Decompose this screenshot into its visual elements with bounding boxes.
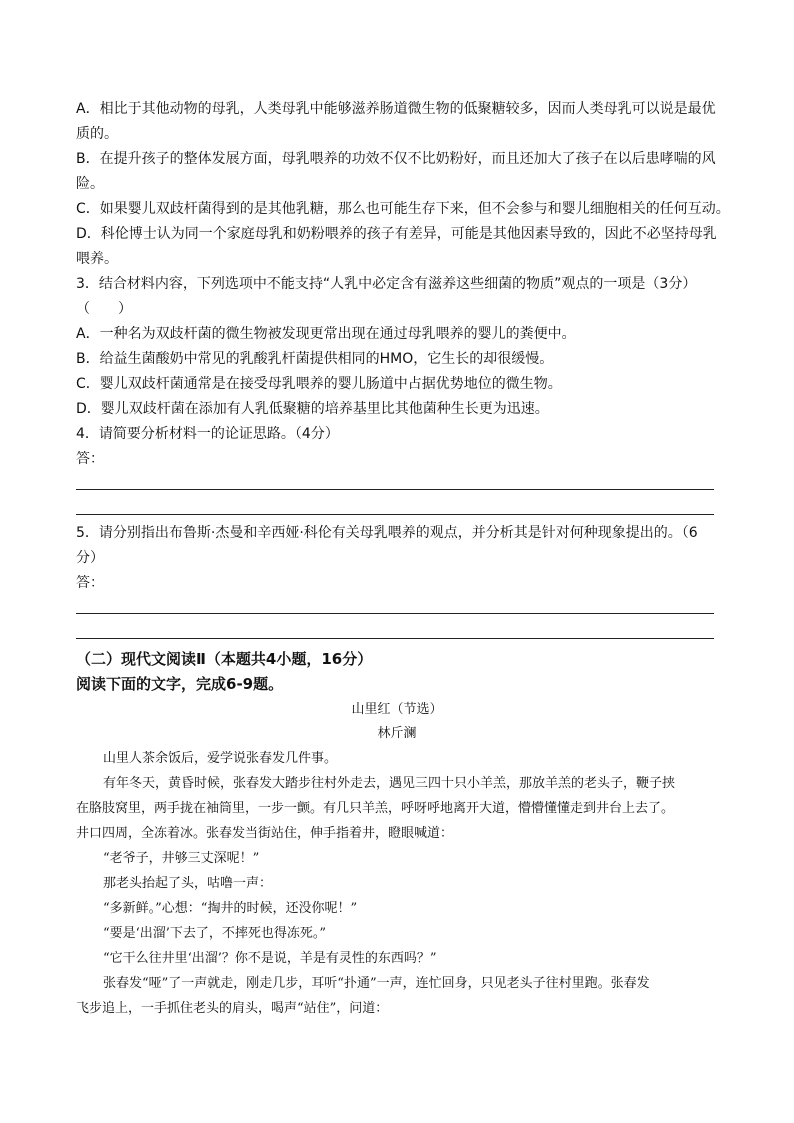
q2-option-c: C．如果婴儿双歧杆菌得到的是其他乳糖，那么也可能生存下来，但不会参与和婴儿细胞相关的任何互动。	[76, 201, 730, 217]
q5-answer-line-2[interactable]	[76, 638, 714, 639]
q2-option-a-line1: A．相比于其他动物的母乳，人类母乳中能够滋养肠道微生物的低聚糖较多，因而人类母乳可以说是最优	[76, 101, 716, 117]
story-paragraph: 有年冬天，黄昏时候，张春发大踏步往村外走去，遇见三四十只小羊羔，那放羊羔的老头子，鞭子挟	[103, 776, 676, 791]
q5-stem-continued: 分）	[76, 550, 104, 566]
story-paragraph: 井口四周，全冻着冰。张春发当街站住，伸手指着井，瞪眼喊道：	[76, 826, 454, 841]
story-dialogue: “老爷子，井够三丈深呢！”	[103, 851, 260, 866]
section-instruction: 阅读下面的文字，完成6-9题。	[76, 675, 284, 693]
q2-option-d-line2: 喂养。	[76, 251, 118, 267]
story-title: 山里红（节选）	[351, 702, 443, 717]
q2-option-d-line1: D．科伦博士认为同一个家庭母乳和奶粉喂养的孩子有差异，可能是其他因素导致的，因此不必坚持母乳	[76, 226, 717, 242]
q5-stem: 5．请分别指出布鲁斯·杰曼和辛西娅·科伦有关母乳喂养的观点，并分析其是针对何种现象提出的。（6	[76, 525, 698, 541]
q4-answer-label: 答：	[76, 451, 104, 467]
q2-option-b-line2: 险。	[76, 176, 104, 192]
story-paragraph: 张春发“哑”了一声就走，刚走几步，耳听“扑通”一声，连忙回身，只见老头子往村里跑。张春发	[103, 976, 650, 991]
story-dialogue: “多新鲜。”心想：“掏井的时候，还没你呢！”	[103, 901, 358, 916]
section-heading: （二）现代文阅读Ⅱ（本题共4小题，16分）	[76, 650, 373, 668]
q4-answer-line-1[interactable]	[76, 489, 714, 490]
story-dialogue: “要是‘出溜’下去了，不摔死也得冻死。”	[103, 926, 327, 941]
story-paragraph: 飞步追上，一手抓住老头的肩头，喝声“站住”，问道：	[76, 1001, 389, 1016]
q3-option-c: C．婴儿双歧杆菌通常是在接受母乳喂养的婴儿肠道中占据优势地位的微生物。	[76, 376, 562, 392]
q3-answer-parens: （ ）	[76, 301, 132, 317]
q3-stem: 3．结合材料内容，下列选项中不能支持“人乳中必定含有滋养这些细菌的物质”观点的一项是（3分）	[76, 276, 697, 292]
q3-option-a: A．一种名为双歧杆菌的微生物被发现更常出现在通过母乳喂养的婴儿的粪便中。	[76, 326, 576, 342]
q3-option-b: B．给益生菌酸奶中常见的乳酸乳杆菌提供相同的HMO，它生长的却很缓慢。	[76, 351, 554, 367]
q3-option-d: D．婴儿双歧杆菌在添加有人乳低聚糖的培养基里比其他菌种生长更为迅速。	[76, 401, 549, 417]
story-paragraph: 山里人茶余饭后，爱学说张春发几件事。	[103, 751, 338, 766]
q2-option-a-line2: 质的。	[76, 126, 118, 142]
q5-answer-line-1[interactable]	[76, 613, 714, 614]
q4-answer-line-2[interactable]	[76, 514, 714, 515]
story-author: 林斤澜	[377, 726, 417, 741]
story-paragraph: 那老头抬起了头，咕噜一声：	[103, 876, 273, 891]
story-dialogue: “它干么往井里‘出溜’？你不是说，羊是有灵性的东西吗？”	[103, 951, 437, 966]
q4-stem: 4．请简要分析材料一的论证思路。（4分）	[76, 426, 339, 442]
q5-answer-label: 答：	[76, 575, 104, 591]
story-paragraph: 在胳肢窝里，两手拢在袖筒里，一步一颤。有几只羊羔，呼呀呼地离开大道，懵懵懂懂走到井台上去了。	[76, 801, 675, 816]
q2-option-b-line1: B．在提升孩子的整体发展方面，母乳喂养的功效不仅不比奶粉好，而且还加大了孩子在以后患哮喘的风	[76, 151, 716, 167]
